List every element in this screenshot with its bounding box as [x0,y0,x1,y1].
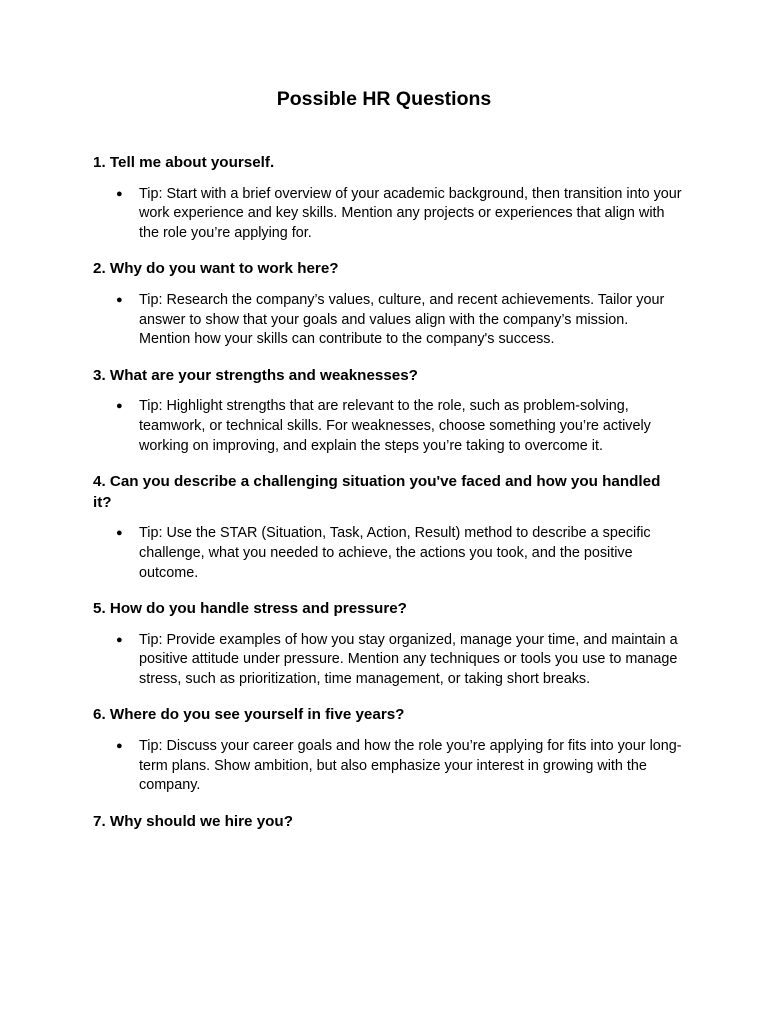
question-list [93,153,683,843]
tip-text: Tip: Start with a brief overview of your academic background, then transition into your work experience and key skills. Mention any projects or experiences that align with the role you’re applying for. [139,185,682,241]
bullet-icon: ● [116,400,123,413]
question-item [93,366,683,456]
tip-list-item [93,397,683,456]
tip-list-item [93,631,683,690]
tip-list-item [93,291,683,350]
tip-text: Tip: Use the STAR (Situation, Task, Action, Result) method to describe a specific challenge, what you needed to achieve, the actions you took, and the positive outcome. [139,525,651,581]
question-item [93,472,683,583]
bullet-icon: ● [116,740,123,753]
question-heading: 4. Can you describe a challenging situation you've faced and how you handled it? [93,473,661,511]
bullet-icon: ● [116,187,123,200]
tip-list-item [93,524,683,583]
tip-list-item [93,737,683,796]
question-heading: 3. What are your strengths and weaknesses? [93,366,418,384]
tip-text: Tip: Discuss your career goals and how the role you’re applying for fits into your long-term plans. Show ambition, but also emphasize your interest in growing with the company. [139,738,682,794]
bullet-icon: ● [116,527,123,540]
tip-text: Tip: Research the company’s values, culture, and recent achievements. Tailor your answer to show that your goals and values align with the company’s mission. Mention how your skills can contribute to the company's success. [139,291,665,348]
question-item [93,153,683,243]
page-title: Possible HR Questions [276,88,492,110]
question-item [93,259,683,349]
question-item [93,812,683,833]
question-heading: 7. Why should we hire you? [93,812,293,830]
question-heading: 5. How do you handle stress and pressure? [93,600,407,618]
question-item [93,705,683,795]
question-heading: 2. Why do you want to work here? [93,260,339,278]
question-heading: 1. Tell me about yourself. [93,154,275,171]
question-heading: 6. Where do you see yourself in five years? [93,706,405,724]
tip-list-item [93,185,683,244]
bullet-icon: ● [116,633,123,646]
tip-text: Tip: Highlight strengths that are relevant to the role, such as problem-solving, teamwork, or technical skills. For weaknesses, choose something you’re actively working on improving, and explain the steps you’re taking to overcome it. [139,398,651,454]
question-item [93,599,683,689]
tip-text: Tip: Provide examples of how you stay organized, manage your time, and maintain a positive attitude under pressure. Mention any techniques or tools you use to manage stress, such as prioritization, time management, or taking short breaks. [139,631,678,687]
bullet-icon: ● [116,293,123,306]
